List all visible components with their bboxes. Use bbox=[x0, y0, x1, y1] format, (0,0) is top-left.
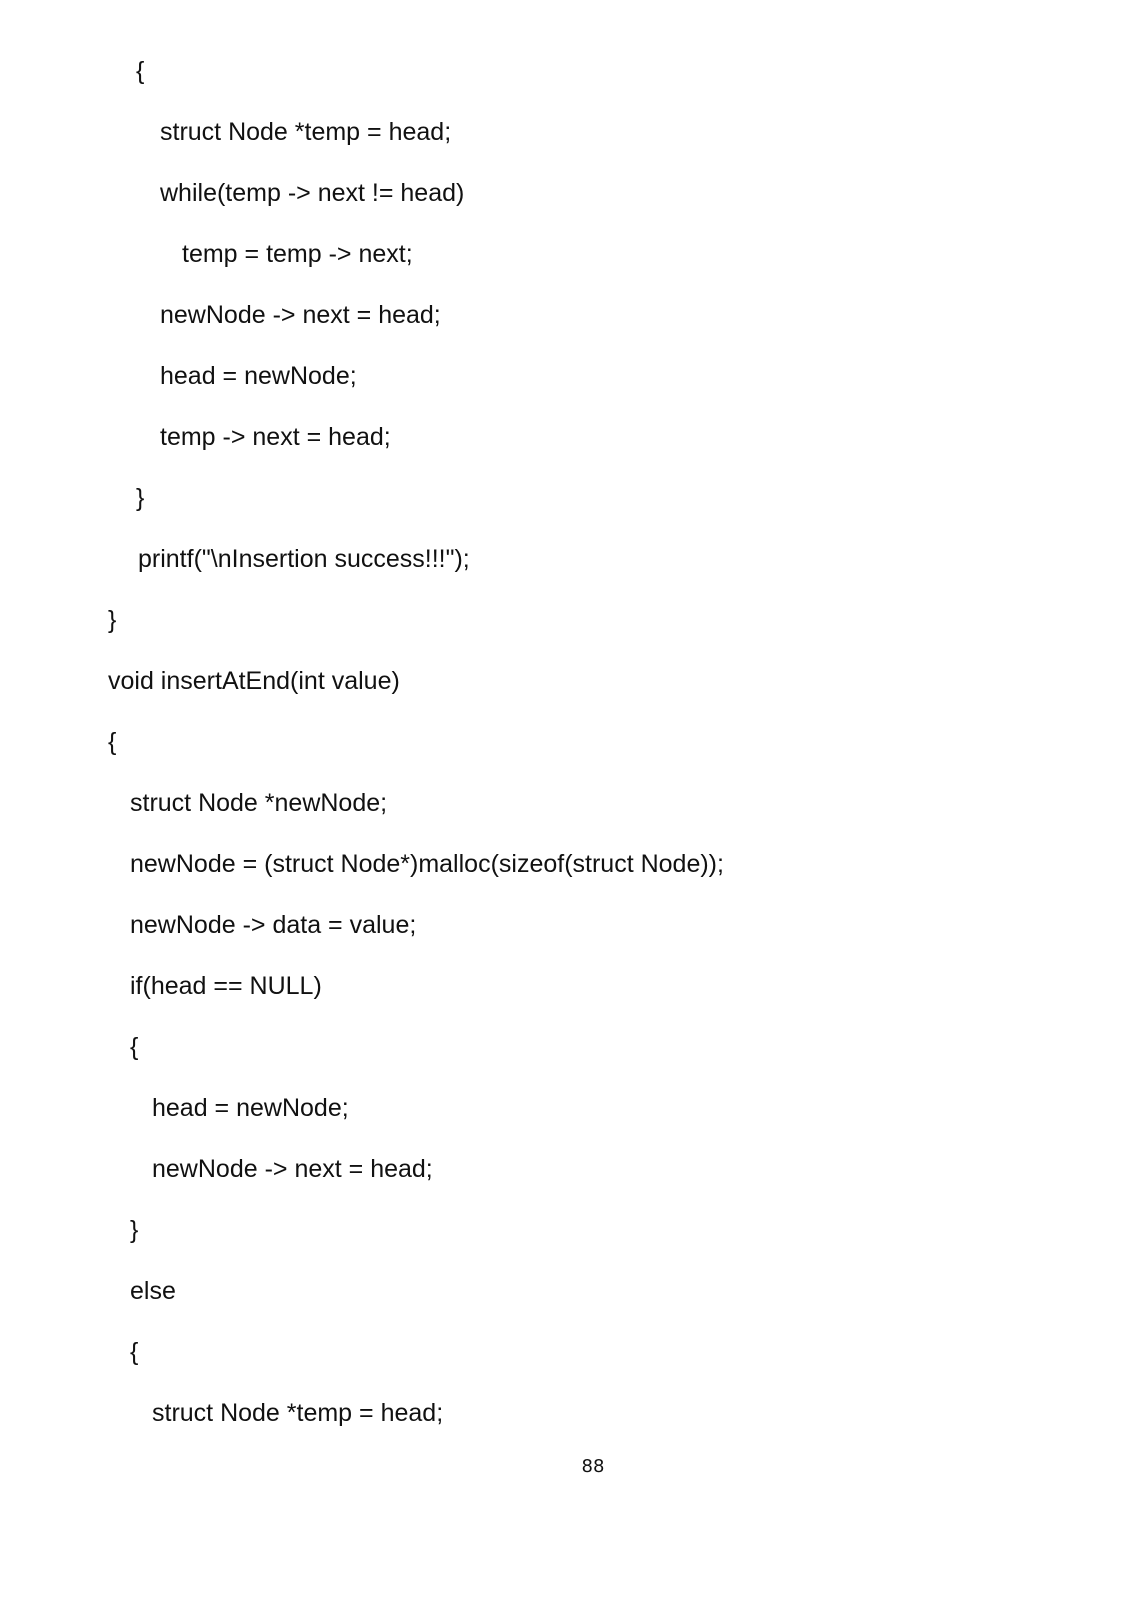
code-line: head = newNode; bbox=[160, 362, 357, 390]
code-line: struct Node *newNode; bbox=[130, 789, 388, 817]
page-number: 88 bbox=[581, 1456, 605, 1477]
code-line: { bbox=[130, 1033, 139, 1061]
code-line: } bbox=[108, 606, 117, 634]
code-line: struct Node *temp = head; bbox=[160, 118, 452, 146]
code-line: { bbox=[136, 57, 145, 85]
code-line: newNode = (struct Node*)malloc(sizeof(struct Node)); bbox=[130, 850, 724, 878]
code-line: } bbox=[136, 484, 145, 512]
code-line: newNode -> data = value; bbox=[130, 911, 417, 939]
code-line: { bbox=[130, 1338, 139, 1366]
code-line: if(head == NULL) bbox=[130, 972, 322, 1000]
code-line: else bbox=[130, 1277, 176, 1305]
code-line: newNode -> next = head; bbox=[160, 301, 441, 329]
code-line: temp -> next = head; bbox=[160, 423, 391, 451]
code-line: while(temp -> next != head) bbox=[160, 179, 465, 207]
code-line: void insertAtEnd(int value) bbox=[108, 667, 400, 695]
code-line: temp = temp -> next; bbox=[182, 240, 413, 268]
code-line: head = newNode; bbox=[152, 1094, 349, 1122]
code-line: struct Node *temp = head; bbox=[152, 1399, 444, 1427]
code-line: { bbox=[108, 728, 117, 756]
code-line: printf("\nInsertion success!!!"); bbox=[138, 545, 470, 573]
code-line: newNode -> next = head; bbox=[152, 1155, 433, 1183]
code-line: } bbox=[130, 1216, 139, 1244]
